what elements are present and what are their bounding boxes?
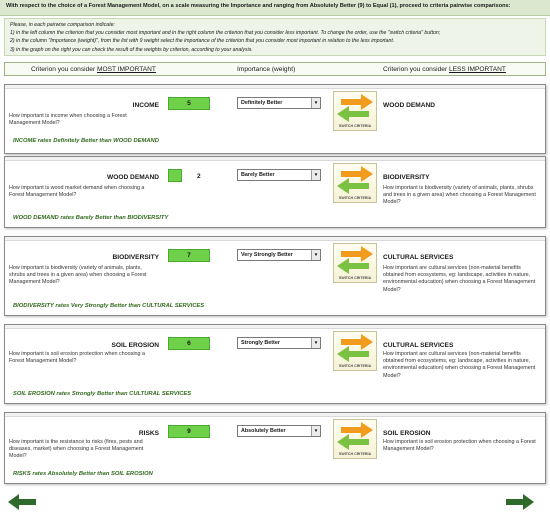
switch-arrows-icon [337,94,373,122]
criterion-less-important: CULTURAL SERVICES [383,342,454,349]
header-right-prefix: Criterion you consider [383,66,449,73]
criterion-less-important: WOOD DEMAND [383,102,436,109]
comparison-result: SOIL EROSION rates Strongly Better than CULTURAL SERVICES [13,391,192,397]
question-left: How important is income when choosing a Forest Management Model? [9,113,127,127]
switch-arrows-icon [337,334,373,362]
criterion-most-important: WOOD DEMAND [106,174,159,181]
importance-selected: Very Strongly Better [241,252,293,258]
question-left: How important is soil erosion protection when choosing a Forest Management Model? [9,351,146,365]
instruction-line: 3) in the graph on the right you can check the result of the weights by criterion, according to your analysis. [10,46,253,53]
question-left: How important is the resistance to risks (fires, pests and diseases, market) when choosing a Forest Management Model? [9,439,144,460]
importance-selected: Definitely Better [241,100,283,106]
switch-criteria-button[interactable] [333,243,377,283]
importance-select[interactable] [237,249,321,261]
arrow-right-icon[interactable] [506,494,534,510]
switch-criteria-button[interactable] [333,163,377,203]
intro-text: With respect to the choice of a Forest Management Model, on a scale measuring the Importance and ranging from Absolutely Better (9) to Equal (1), proceed to criteria pairwise comparisons: [0,0,550,16]
chevron-down-icon[interactable]: ▾ [311,250,320,260]
switch-criteria-button[interactable] [333,419,377,459]
chevron-down-icon[interactable]: ▾ [311,338,320,348]
switch-arrows-icon [337,166,373,194]
card-top-strip [5,157,545,161]
criterion-less-important: BIODIVERSITY [383,174,430,181]
comparison-result: RISKS rates Absolutely Better than SOIL EROSION [13,471,153,477]
arrow-left-icon[interactable] [8,494,36,510]
card-top-strip [5,237,545,241]
importance-select[interactable] [237,97,321,109]
header-left-emph: MOST IMPORTANT [96,66,156,73]
header-importance: Importance (weight) [237,66,296,73]
switch-criteria-label: SWITCH CRITERIA [338,452,372,456]
question-right: How important is biodiversity (variety of animals, plants, shrubs and trees in a given area) when choosing a Forest Management Model? [383,185,536,206]
importance-selected: Absolutely Better [241,428,286,434]
question-right: How important is soil erosion protection when choosing a Forest Management Model? [383,439,536,453]
weight-value: 7 [168,249,210,262]
comparison-result: BIODIVERSITY rates Very Strongly Better than CULTURAL SERVICES [13,303,205,309]
header-right-emph: LESS IMPORTANT [448,66,506,73]
criterion-most-important: INCOME [132,102,159,109]
chevron-down-icon[interactable]: ▾ [311,170,320,180]
header-left-prefix: Criterion you consider [31,66,97,73]
column-headers [4,62,546,76]
switch-criteria-button[interactable] [333,331,377,371]
weight-value: 9 [168,425,210,438]
question-right: How important are cultural services (non-material benefits obtained from ecosystems, eg: landscape, activities in nature, environmental education) when choosing a Forest Management Model? [383,351,536,379]
criterion-most-important: RISKS [138,430,159,437]
comparison-card [4,412,546,484]
comparison-result: WOOD DEMAND rates Barely Better than BIODIVERSITY [13,215,169,221]
weight-value: 6 [168,337,210,350]
switch-criteria-label: SWITCH CRITERIA [338,196,372,200]
card-top-strip [5,413,545,417]
weight-value: 5 [168,97,210,110]
switch-criteria-label: SWITCH CRITERIA [338,276,372,280]
switch-arrows-icon [337,422,373,450]
chevron-down-icon[interactable]: ▾ [311,426,320,436]
switch-criteria-button[interactable] [333,91,377,131]
comparison-result: INCOME rates Definitely Better than WOOD DEMAND [13,138,159,144]
question-right: How important are cultural services (non-material benefits obtained from ecosystems, eg: landscape, activities in nature, environmental education) when choosing a Forest Management Model? [383,265,536,293]
comparison-card [4,156,546,228]
header-most-important [31,66,156,73]
weight-value [168,169,182,182]
switch-criteria-label: SWITCH CRITERIA [338,364,372,368]
criterion-less-important: CULTURAL SERVICES [383,254,454,261]
header-less-important [383,66,506,73]
importance-select[interactable] [237,169,321,181]
card-top-strip [5,325,545,329]
instructions-box [4,18,546,56]
switch-criteria-label: SWITCH CRITERIA [338,124,372,128]
criterion-less-important: SOIL EROSION [383,430,431,437]
comparison-card [4,84,546,154]
weight-value: 2 [197,173,201,180]
instruction-line: 2) in the column "Importance (weight)", from the list with 9 weight select the importance of the criterion that you consider most important in relation to the less important. [10,38,395,45]
importance-select[interactable] [237,337,321,349]
importance-selected: Barely Better [241,172,275,178]
instruction-line: Please, in each pairwise comparison indicate: [10,22,115,28]
comparison-card [4,324,546,404]
comparison-card [4,236,546,316]
importance-selected: Strongly Better [241,340,280,346]
question-left: How important is wood market demand when choosing a Forest Management Model? [9,185,145,199]
importance-select[interactable] [237,425,321,437]
card-top-strip [5,85,545,89]
question-left: How important is biodiversity (variety of animals, plants, shrubs and trees in a given area) when choosing a Forest Management Model? [9,265,147,286]
instruction-line: 1) in the left column the criterion that you consider most important and in the right column the criterion that you consider less important. To change the order, use the "switch criteria" button; [10,30,441,37]
criterion-most-important: BIODIVERSITY [112,254,159,261]
chevron-down-icon[interactable]: ▾ [311,98,320,108]
criterion-most-important: SOIL EROSION [111,342,159,349]
switch-arrows-icon [337,246,373,274]
